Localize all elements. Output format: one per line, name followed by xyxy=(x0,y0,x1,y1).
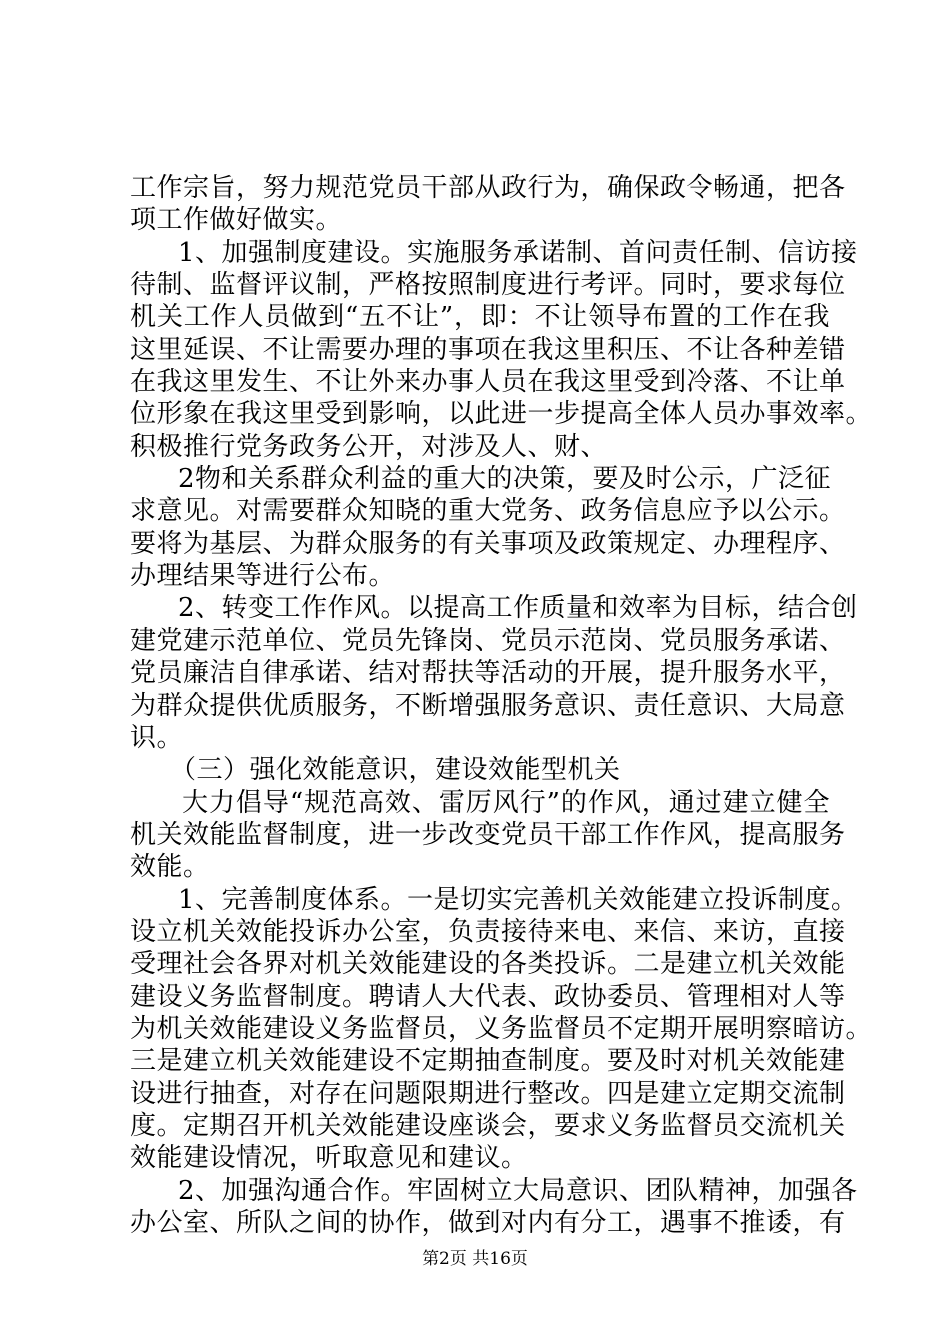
body-text xyxy=(130,172,873,1239)
text-line: 在我这里发生、不让外来办事人员在我这里受到冷落、不让单 xyxy=(130,367,846,398)
text-line: 识。 xyxy=(130,722,184,753)
text-line: 1、完善制度体系。一是切实完善机关效能建立投诉制度。 xyxy=(178,884,858,915)
text-line: 2物和关系群众利益的重大的决策，要及时公示，广泛征 xyxy=(178,464,832,495)
text-line: 效能。 xyxy=(130,852,210,883)
text-line: 机关工作人员做到“五不让”，即：不让领导布置的工作在我 xyxy=(130,302,830,333)
text-line: 要将为基层、为群众服务的有关事项及政策规定、办理程序、 xyxy=(130,528,846,559)
text-line: 度。定期召开机关效能建设座谈会，要求义务监督员交流机关 xyxy=(130,1110,846,1141)
text-line: 建设义务监督制度。聘请人大代表、政协委员、管理相对人等 xyxy=(130,981,846,1012)
text-line: 这里延误、不让需要办理的事项在我这里积压、不让各种差错 xyxy=(130,334,846,365)
text-line: 三是建立机关效能建设不定期抽查制度。要及时对机关效能建 xyxy=(130,1046,846,1077)
text-line: 办公室、所队之间的协作，做到对内有分工，遇事不推诿，有 xyxy=(130,1208,846,1238)
text-line: 待制、监督评议制，严格按照制度进行考评。同时，要求每位 xyxy=(130,270,846,301)
text-line: 大力倡导“规范高效、雷厉风行”的作风，通过建立健全 xyxy=(182,787,830,818)
text-line: 2、转变工作作风。以提高工作质量和效率为目标，结合创 xyxy=(178,593,858,624)
text-line: 机关效能监督制度，进一步改变党员干部工作作风，提高服务 xyxy=(130,819,846,850)
text-line: （三）强化效能意识，建设效能型机关 xyxy=(170,755,621,786)
text-line: 受理社会各界对机关效能建设的各类投诉。二是建立机关效能 xyxy=(130,949,846,980)
text-line: 积极推行党务政务公开，对涉及人、财、 xyxy=(130,431,608,462)
text-line: 项工作做好做实。 xyxy=(130,205,343,236)
text-line: 为机关效能建设义务监督员，义务监督员不定期开展明察暗访。 xyxy=(130,1013,873,1044)
text-line: 1、加强制度建设。实施服务承诺制、首问责任制、信访接 xyxy=(178,237,858,268)
text-line: 工作宗旨，努力规范党员干部从政行为，确保政令畅通，把各 xyxy=(130,173,846,203)
text-line: 设立机关效能投诉办公室，负责接待来电、来信、来访，直接 xyxy=(130,916,846,947)
text-line: 求意见。对需要群众知晓的重大党务、政务信息应予以公示。 xyxy=(130,496,846,527)
text-line: 效能建设情况，听取意见和建议。 xyxy=(130,1143,528,1174)
text-line: 建党建示范单位、党员先锋岗、党员示范岗、党员服务承诺、 xyxy=(130,625,846,656)
text-line: 位形象在我这里受到影响，以此进一步提高全体人员办事效率。 xyxy=(130,399,873,430)
text-line: 设进行抽查，对存在问题限期进行整改。四是建立定期交流制 xyxy=(130,1078,846,1109)
text-line: 党员廉洁自律承诺、结对帮扶等活动的开展，提升服务水平， xyxy=(130,658,846,689)
page-footer: 第2页 共16页 xyxy=(422,1249,528,1269)
text-line: 2、加强沟通合作。牢固树立大局意识、团队精神，加强各 xyxy=(178,1175,858,1206)
text-line: 为群众提供优质服务，不断增强服务意识、责任意识、大局意 xyxy=(130,690,846,721)
text-line: 办理结果等进行公布。 xyxy=(130,561,396,592)
